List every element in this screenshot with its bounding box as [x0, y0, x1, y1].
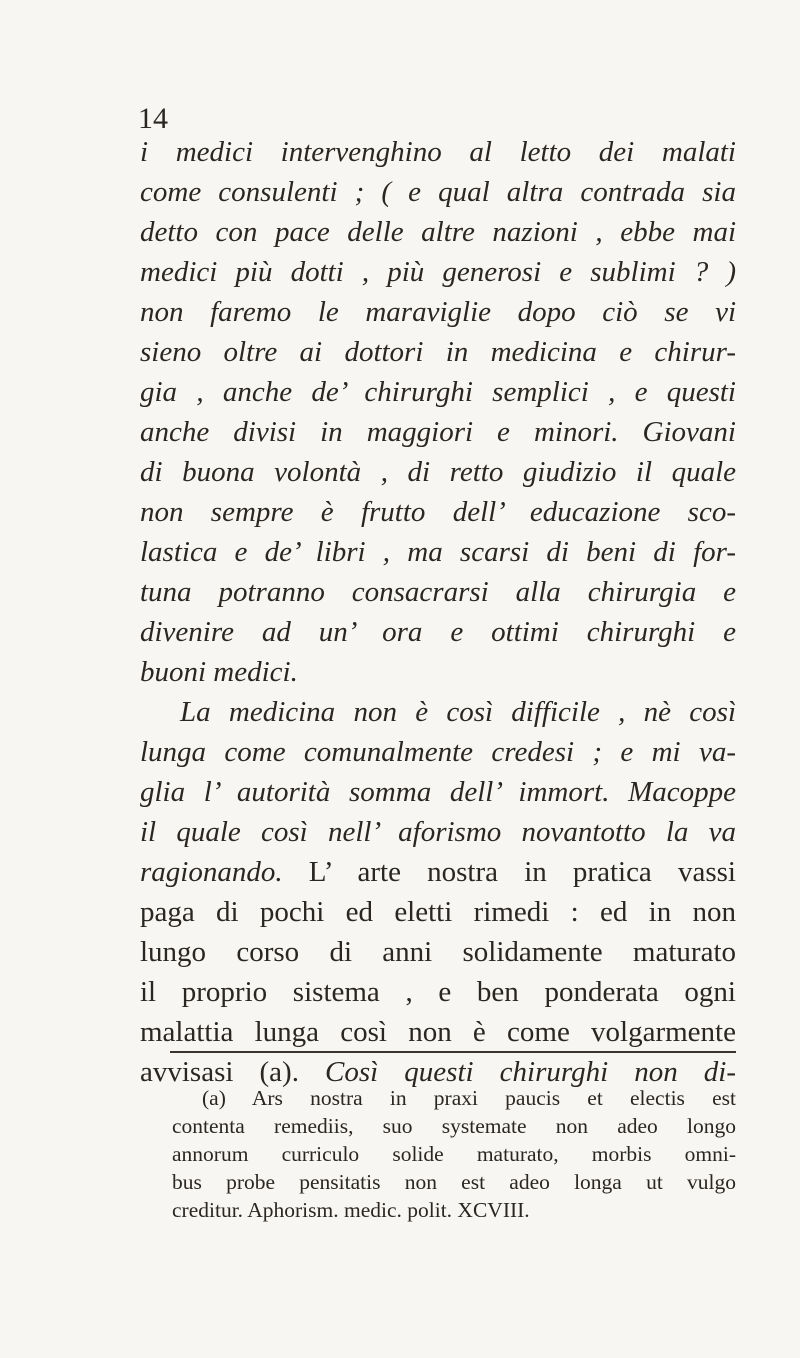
footnote-line: (a) Ars nostra in praxi paucis et electis est — [202, 1086, 736, 1110]
text-line: i medici intervenghino al letto dei malati — [140, 136, 736, 168]
text-line: di buona volontà , di retto giudizio il quale — [140, 456, 736, 488]
footnote-line: bus probe pensitatis non est adeo longa ut vulgo — [172, 1170, 736, 1194]
text-line: glia l’ autorità somma dell’ immort. Macoppe — [140, 776, 736, 808]
text-line: lungo corso di anni solidamente maturato — [140, 936, 736, 968]
footnote-line: creditur. Aphorism. medic. polit. XCVIII. — [172, 1198, 530, 1222]
text-line: anche divisi in maggiori e minori. Giovani — [140, 416, 736, 448]
footnote-divider — [170, 1051, 736, 1053]
text-line: tuna potranno consacrarsi alla chirurgia e — [140, 576, 736, 608]
italic-text: ragionando. — [140, 856, 283, 888]
footnote-line: contenta remediis, suo systemate non adeo longo — [172, 1114, 736, 1138]
text-line: il proprio sistema , e ben ponderata ogni — [140, 976, 736, 1008]
italic-text: Così questi chirurghi non di- — [325, 1056, 736, 1088]
text-line: divenire ad un’ ora e ottimi chirurghi e — [140, 616, 736, 648]
text-line: gia , anche de’ chirurghi semplici , e questi — [140, 376, 736, 408]
text-line: non sempre è frutto dell’ educazione sco- — [140, 496, 736, 528]
text-line: come consulenti ; ( e qual altra contrada sia — [140, 176, 736, 208]
page-number: 14 — [138, 102, 168, 135]
paragraph-start-line: La medicina non è così difficile , nè così — [180, 696, 736, 728]
text-line: lastica e de’ libri , ma scarsi di beni di for- — [140, 536, 736, 568]
text-line: medici più dotti , più generosi e sublimi ? ) — [140, 256, 736, 288]
text-line: il quale così nell’ aforismo novantotto la va — [140, 816, 736, 848]
roman-text: L’ arte nostra in pratica vassi — [282, 856, 736, 888]
text-line: lunga come comunalmente credesi ; e mi va- — [140, 736, 736, 768]
text-line: malattia lunga così non è come volgarmente — [140, 1016, 736, 1048]
text-line: paga di pochi ed eletti rimedi : ed in non — [140, 896, 736, 928]
footnote — [172, 1084, 736, 1224]
text-line: buoni medici. — [140, 656, 298, 688]
body-text — [140, 132, 736, 1092]
text-line: sieno oltre ai dottori in medicina e chirur- — [140, 336, 736, 368]
text-line: non faremo le maraviglie dopo ciò se vi — [140, 296, 736, 328]
roman-text: avvisasi (a). — [140, 1056, 326, 1088]
text-line — [140, 852, 736, 892]
footnote-line: annorum curriculo solide maturato, morbis omni- — [172, 1142, 736, 1166]
text-line: detto con pace delle altre nazioni , ebbe mai — [140, 216, 736, 248]
